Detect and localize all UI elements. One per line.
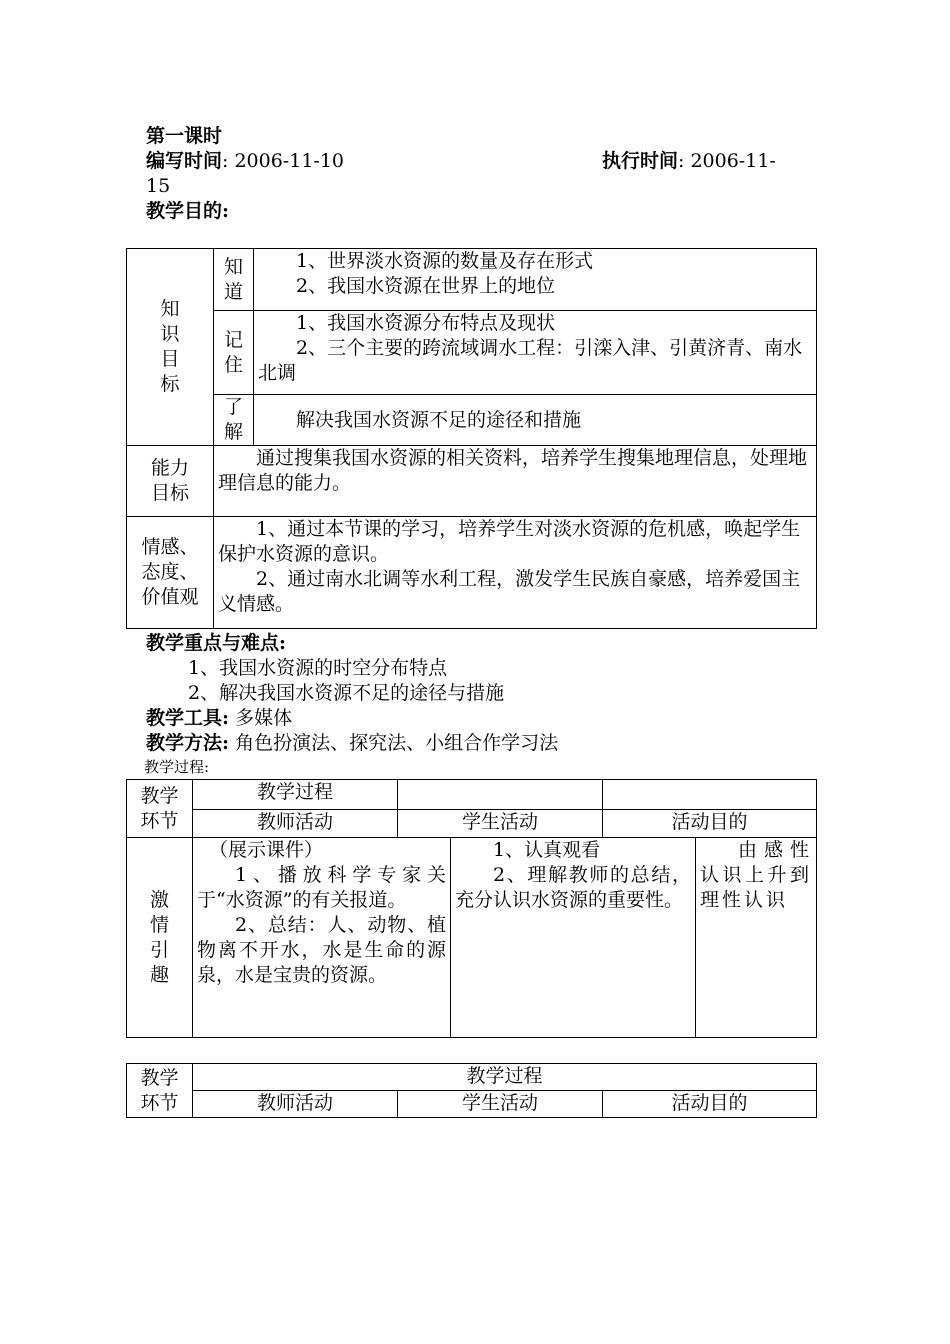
write-time-value: : 2006-11-10 bbox=[222, 150, 345, 172]
emotion-objective-content bbox=[214, 517, 817, 629]
teacher-header-2: 教师活动 bbox=[193, 1091, 398, 1118]
know-content bbox=[254, 249, 817, 311]
ability-text: 通过搜集我国水资源的相关资料，培养学生搜集地理信息，处理地理信息的能力。 bbox=[218, 447, 808, 494]
remember-line-2: 2、三个主要的跨流域调水工程：引滦入津、引黄济青、南水北调 bbox=[258, 337, 803, 384]
teacher-header: 教师活动 bbox=[193, 810, 398, 838]
objectives-table bbox=[126, 248, 817, 629]
section-header-2: 教学环节 bbox=[127, 1064, 193, 1118]
student-line-1: 1、认真观看 bbox=[493, 839, 601, 861]
remember-content bbox=[254, 311, 817, 395]
methods-value: 角色扮演法、探究法、小组合作学习法 bbox=[235, 732, 559, 754]
process-table bbox=[126, 779, 817, 1038]
know-line-2: 2、我国水资源在世界上的地位 bbox=[296, 275, 556, 297]
lesson-title: 第一课时 bbox=[146, 125, 223, 147]
empty-header-cell bbox=[398, 780, 603, 810]
exec-time-label: 执行时间 bbox=[602, 150, 679, 172]
ability-objective-label: 能力目标 bbox=[127, 446, 214, 517]
purpose-cell bbox=[696, 838, 817, 1038]
know-label: 知道 bbox=[214, 249, 254, 311]
understand-label: 了解 bbox=[214, 395, 254, 446]
write-time-label: 编写时间 bbox=[146, 150, 223, 172]
teacher-line-1: （展示课件） bbox=[209, 839, 324, 861]
exec-time-wrap: 15 bbox=[146, 175, 171, 197]
key-point-2: 2、解决我国水资源不足的途径与措施 bbox=[188, 682, 505, 704]
section-header: 教学环节 bbox=[127, 780, 193, 838]
purpose-header: 活动目的 bbox=[603, 810, 817, 838]
student-header: 学生活动 bbox=[398, 810, 603, 838]
methods-line bbox=[146, 731, 558, 756]
process-table-2 bbox=[126, 1063, 817, 1118]
process-header-2: 教学过程 bbox=[193, 1064, 817, 1091]
remember-label: 记住 bbox=[214, 311, 254, 395]
student-line-2: 2、理解教师的总结，充分认识水资源的重要性。 bbox=[455, 864, 691, 911]
tools-line bbox=[146, 706, 292, 731]
write-time bbox=[146, 149, 344, 174]
section-cell: 激情引趣 bbox=[127, 838, 193, 1038]
key-point-1: 1、我国水资源的时空分布特点 bbox=[188, 657, 448, 679]
key-points-label: 教学重点与难点: bbox=[146, 632, 287, 654]
exec-time-value: : 2006-11- bbox=[678, 150, 776, 172]
know-line-1: 1、世界淡水资源的数量及存在形式 bbox=[296, 250, 594, 272]
purpose-header-2: 活动目的 bbox=[603, 1091, 817, 1118]
emotion-objective-label: 情感、态度、价值观 bbox=[127, 517, 214, 629]
teacher-line-3: 2、总结：人、动物、植物离不开水，水是生命的源泉，水是宝贵的资源。 bbox=[197, 914, 446, 986]
emotion-line-1: 1、通过本节课的学习，培养学生对淡水资源的危机感，唤起学生保护水资源的意识。 bbox=[218, 518, 801, 565]
objectives-label: 教学目的: bbox=[146, 200, 230, 222]
teacher-line-2: 1、播放科学专家关于“水资源”的有关报道。 bbox=[197, 864, 446, 911]
process-header: 教学过程 bbox=[193, 780, 398, 810]
purpose-text: 由感性认识上升到理性认识 bbox=[700, 839, 812, 911]
student-header-2: 学生活动 bbox=[398, 1091, 603, 1118]
tools-label: 教学工具: bbox=[146, 707, 230, 729]
tools-value: 多媒体 bbox=[235, 707, 293, 729]
exec-time bbox=[602, 149, 776, 174]
knowledge-objective-label: 知识目标 bbox=[127, 249, 214, 446]
understand-content bbox=[254, 395, 817, 446]
remember-line-1: 1、我国水资源分布特点及现状 bbox=[296, 312, 556, 334]
ability-objective-content bbox=[214, 446, 817, 517]
teacher-activity-cell bbox=[193, 838, 451, 1038]
understand-line-1: 解决我国水资源不足的途径和措施 bbox=[296, 408, 582, 431]
methods-label: 教学方法: bbox=[146, 732, 230, 754]
process-label: 教学过程: bbox=[144, 758, 210, 776]
emotion-line-2: 2、通过南水北调等水利工程，激发学生民族自豪感，培养爱国主义情感。 bbox=[218, 568, 801, 615]
student-activity-cell bbox=[451, 838, 696, 1038]
empty-header-cell bbox=[603, 780, 817, 810]
